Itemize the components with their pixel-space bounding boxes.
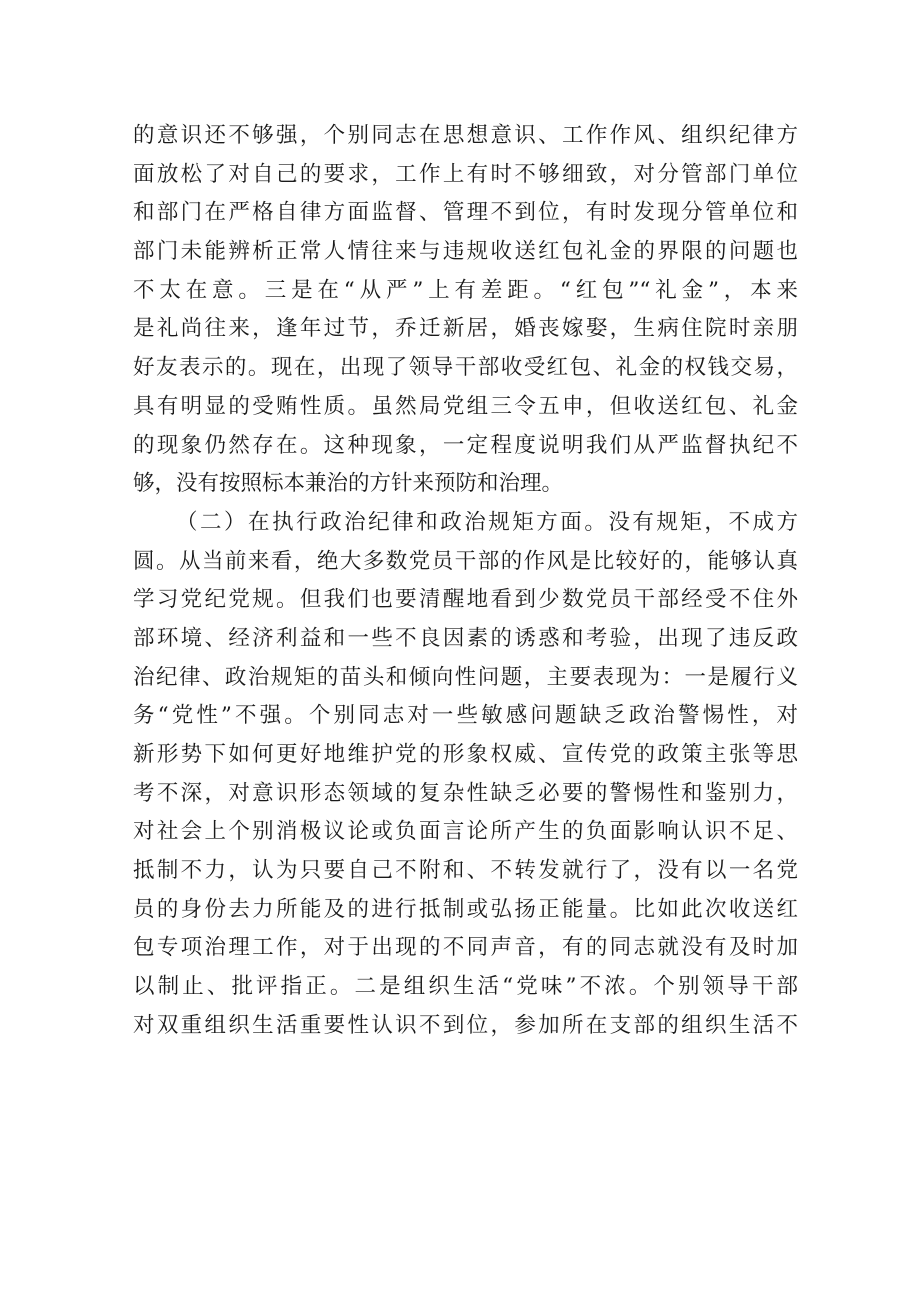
text-line: 包专项治理工作，对于出现的不同声音，有的同志就没有及时加 xyxy=(133,935,798,961)
text-line: 对双重组织生活重要性认识不到位，参加所在支部的组织生活不 xyxy=(133,1012,798,1038)
text-line: 是礼尚往来，逢年过节，乔迁新居，婚丧嫁娶，生病住院时亲朋 xyxy=(133,316,798,342)
text-line: 部环境、经济利益和一些不良因素的诱惑和考验，出现了违反政 xyxy=(133,625,798,651)
text-line: 部门未能辨析正常人情往来与违规收送红包礼金的界限的问题也 xyxy=(133,239,798,265)
text-line: 考不深，对意识形态领域的复杂性缺乏必要的警惕性和鉴别力， xyxy=(133,780,798,806)
text-line: 以制止、批评指正。二是组织生活“党味”不浓。个别领导干部 xyxy=(133,974,798,1000)
text-line: 不太在意。三是在“从严”上有差距。“红包”“礼金”，本来 xyxy=(133,277,798,303)
text-line: 对社会上个别消极议论或负面言论所产生的负面影响认识不足、 xyxy=(133,819,798,845)
text-line: 圆。从当前来看，绝大多数党员干部的作风是比较好的，能够认真 xyxy=(133,548,798,574)
text-line: 的现象仍然存在。这种现象，一定程度说明我们从严监督执纪不 xyxy=(133,432,798,458)
text-line: 学习党纪党规。但我们也要清醒地看到少数党员干部经受不住外 xyxy=(133,587,798,613)
text-line: 面放松了对自己的要求，工作上有时不够细致，对分管部门单位 xyxy=(133,161,798,187)
text-line: 新形势下如何更好地维护党的形象权威、宣传党的政策主张等思 xyxy=(133,742,798,767)
text-line: 员的身份去力所能及的进行抵制或弘扬正能量。比如此次收送红 xyxy=(133,896,798,922)
text-line: 好友表示的。现在，出现了领导干部收受红包、礼金的权钱交易， xyxy=(133,355,798,381)
body-text xyxy=(133,117,798,1046)
section-heading-line: （二）在执行政治纪律和政治规矩方面。没有规矩，不成方 xyxy=(176,509,798,535)
text-line: 和部门在严格自律方面监督、管理不到位，有时发现分管单位和 xyxy=(133,200,798,226)
text-line: 治纪律、政治规矩的苗头和倾向性问题，主要表现为：一是履行义 xyxy=(133,664,798,690)
text-line: 务“党性”不强。个别同志对一些敏感问题缺乏政治警惕性，对 xyxy=(133,703,798,729)
paragraph-end-line: 够，没有按照标本兼治的方针来预防和治理。 xyxy=(133,471,564,497)
text-line: 抵制不力，认为只要自己不附和、不转发就行了，没有以一名党 xyxy=(133,858,798,884)
text-line: 具有明显的受贿性质。虽然局党组三令五申，但收送红包、礼金 xyxy=(133,393,798,419)
text-line: 的意识还不够强，个别同志在思想意识、工作作风、组织纪律方 xyxy=(133,123,798,148)
